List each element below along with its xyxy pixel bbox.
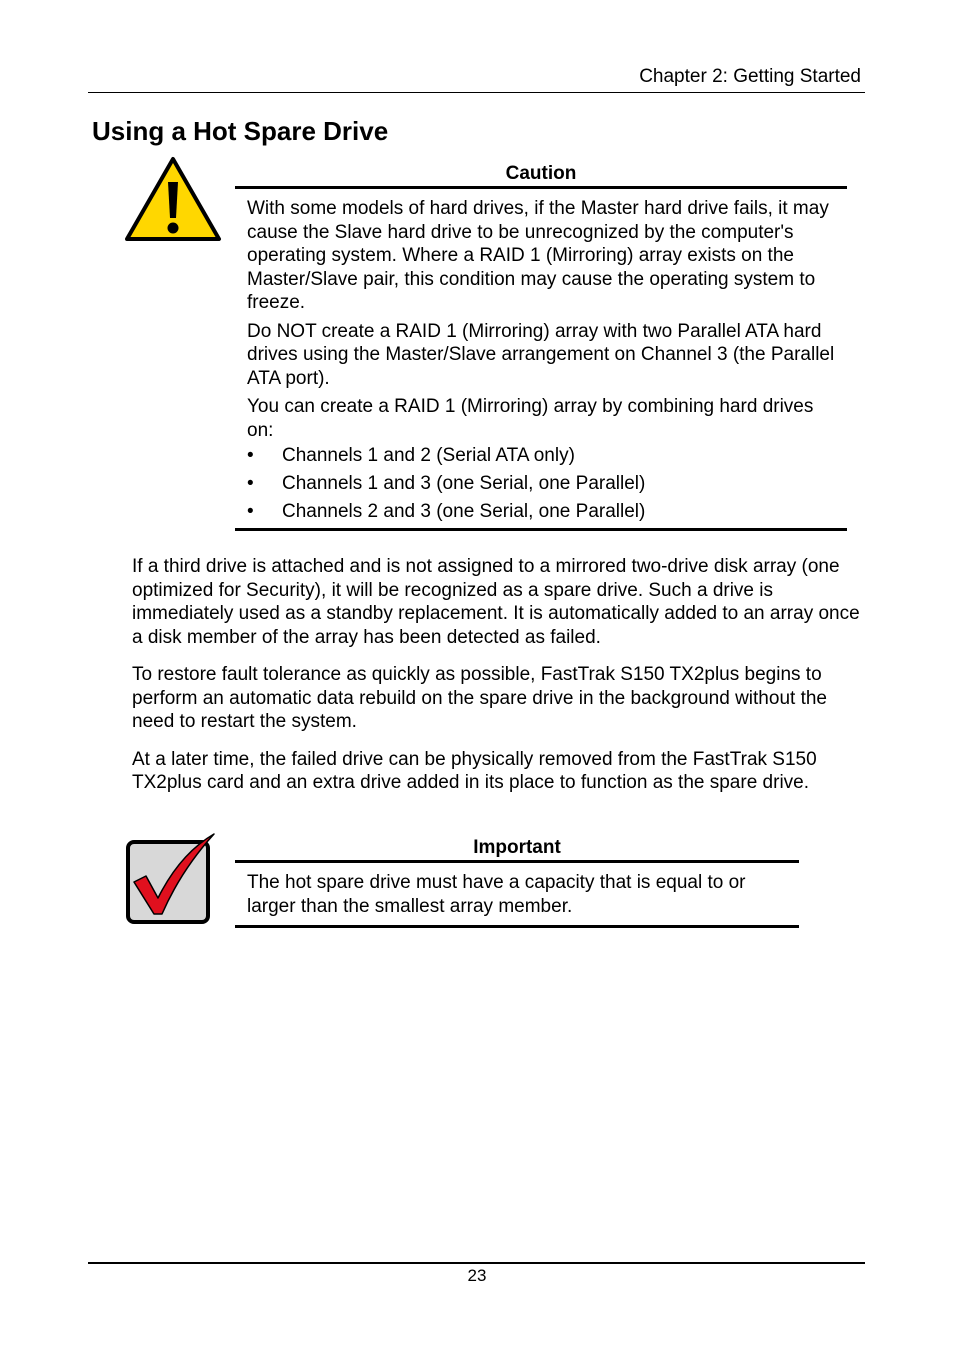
body-text [132, 555, 862, 809]
list-item-text: Channels 1 and 2 (Serial ATA only) [282, 445, 575, 466]
list-item [247, 442, 835, 470]
caution-paragraph: With some models of hard drives, if the Master hard drive fails, it may cause the Slave hard drive to be unrecognized by the computer's operating system. Where a RAID 1 (Mirroring) array exists on the Master/Slave pair, this condition may cause the operating system to freeze. [247, 198, 829, 313]
checkmark-box-icon [124, 830, 220, 926]
bullet-icon: • [247, 445, 254, 466]
list-item-text: Channels 2 and 3 (one Serial, one Parallel) [282, 501, 646, 522]
list-item [247, 470, 835, 498]
bullet-icon: • [247, 501, 254, 522]
page-title: Using a Hot Spare Drive [92, 116, 389, 146]
important-label: Important [473, 837, 561, 858]
list-item-text: Channels 1 and 3 (one Serial, one Parallel) [282, 473, 646, 494]
caution-paragraph: Do NOT create a RAID 1 (Mirroring) array with two Parallel ATA hard drives using the Master/Slave arrangement on Channel 3 (the Parallel ATA port). [247, 320, 835, 389]
bullet-icon: • [247, 473, 254, 494]
list-item [247, 498, 835, 526]
page-number: 23 [467, 1266, 487, 1285]
chapter-header: Chapter 2: Getting Started [639, 66, 861, 87]
body-paragraph: To restore fault tolerance as quickly as possible, FastTrak S150 TX2plus begins to perform an automatic data rebuild on the spare drive in the background without the need to restart the system. [132, 664, 827, 732]
caution-channel-list [247, 442, 835, 526]
important-text: The hot spare drive must have a capacity that is equal to or larger than the smallest array member. [247, 872, 746, 917]
caution-paragraph: You can create a RAID 1 (Mirroring) array by combining hard drives on: [247, 396, 814, 441]
caution-label: Caution [505, 163, 577, 184]
important-box [235, 860, 799, 928]
warning-triangle-icon [124, 156, 222, 242]
body-paragraph: If a third drive is attached and is not assigned to a mirrored two-drive disk array (one optimized for Security), it will be recognized as a spare drive. Such a drive is immediately used as a standby replacement. It is automatically added to an array once a disk member of the array has been detected as failed. [132, 556, 860, 648]
body-paragraph: At a later time, the failed drive can be physically removed from the FastTrak S150 TX2plus card and an extra drive added in its place to function as the spare drive. [132, 748, 817, 793]
header-rule [88, 92, 865, 93]
footer-rule [88, 1262, 865, 1264]
caution-box [235, 186, 847, 531]
